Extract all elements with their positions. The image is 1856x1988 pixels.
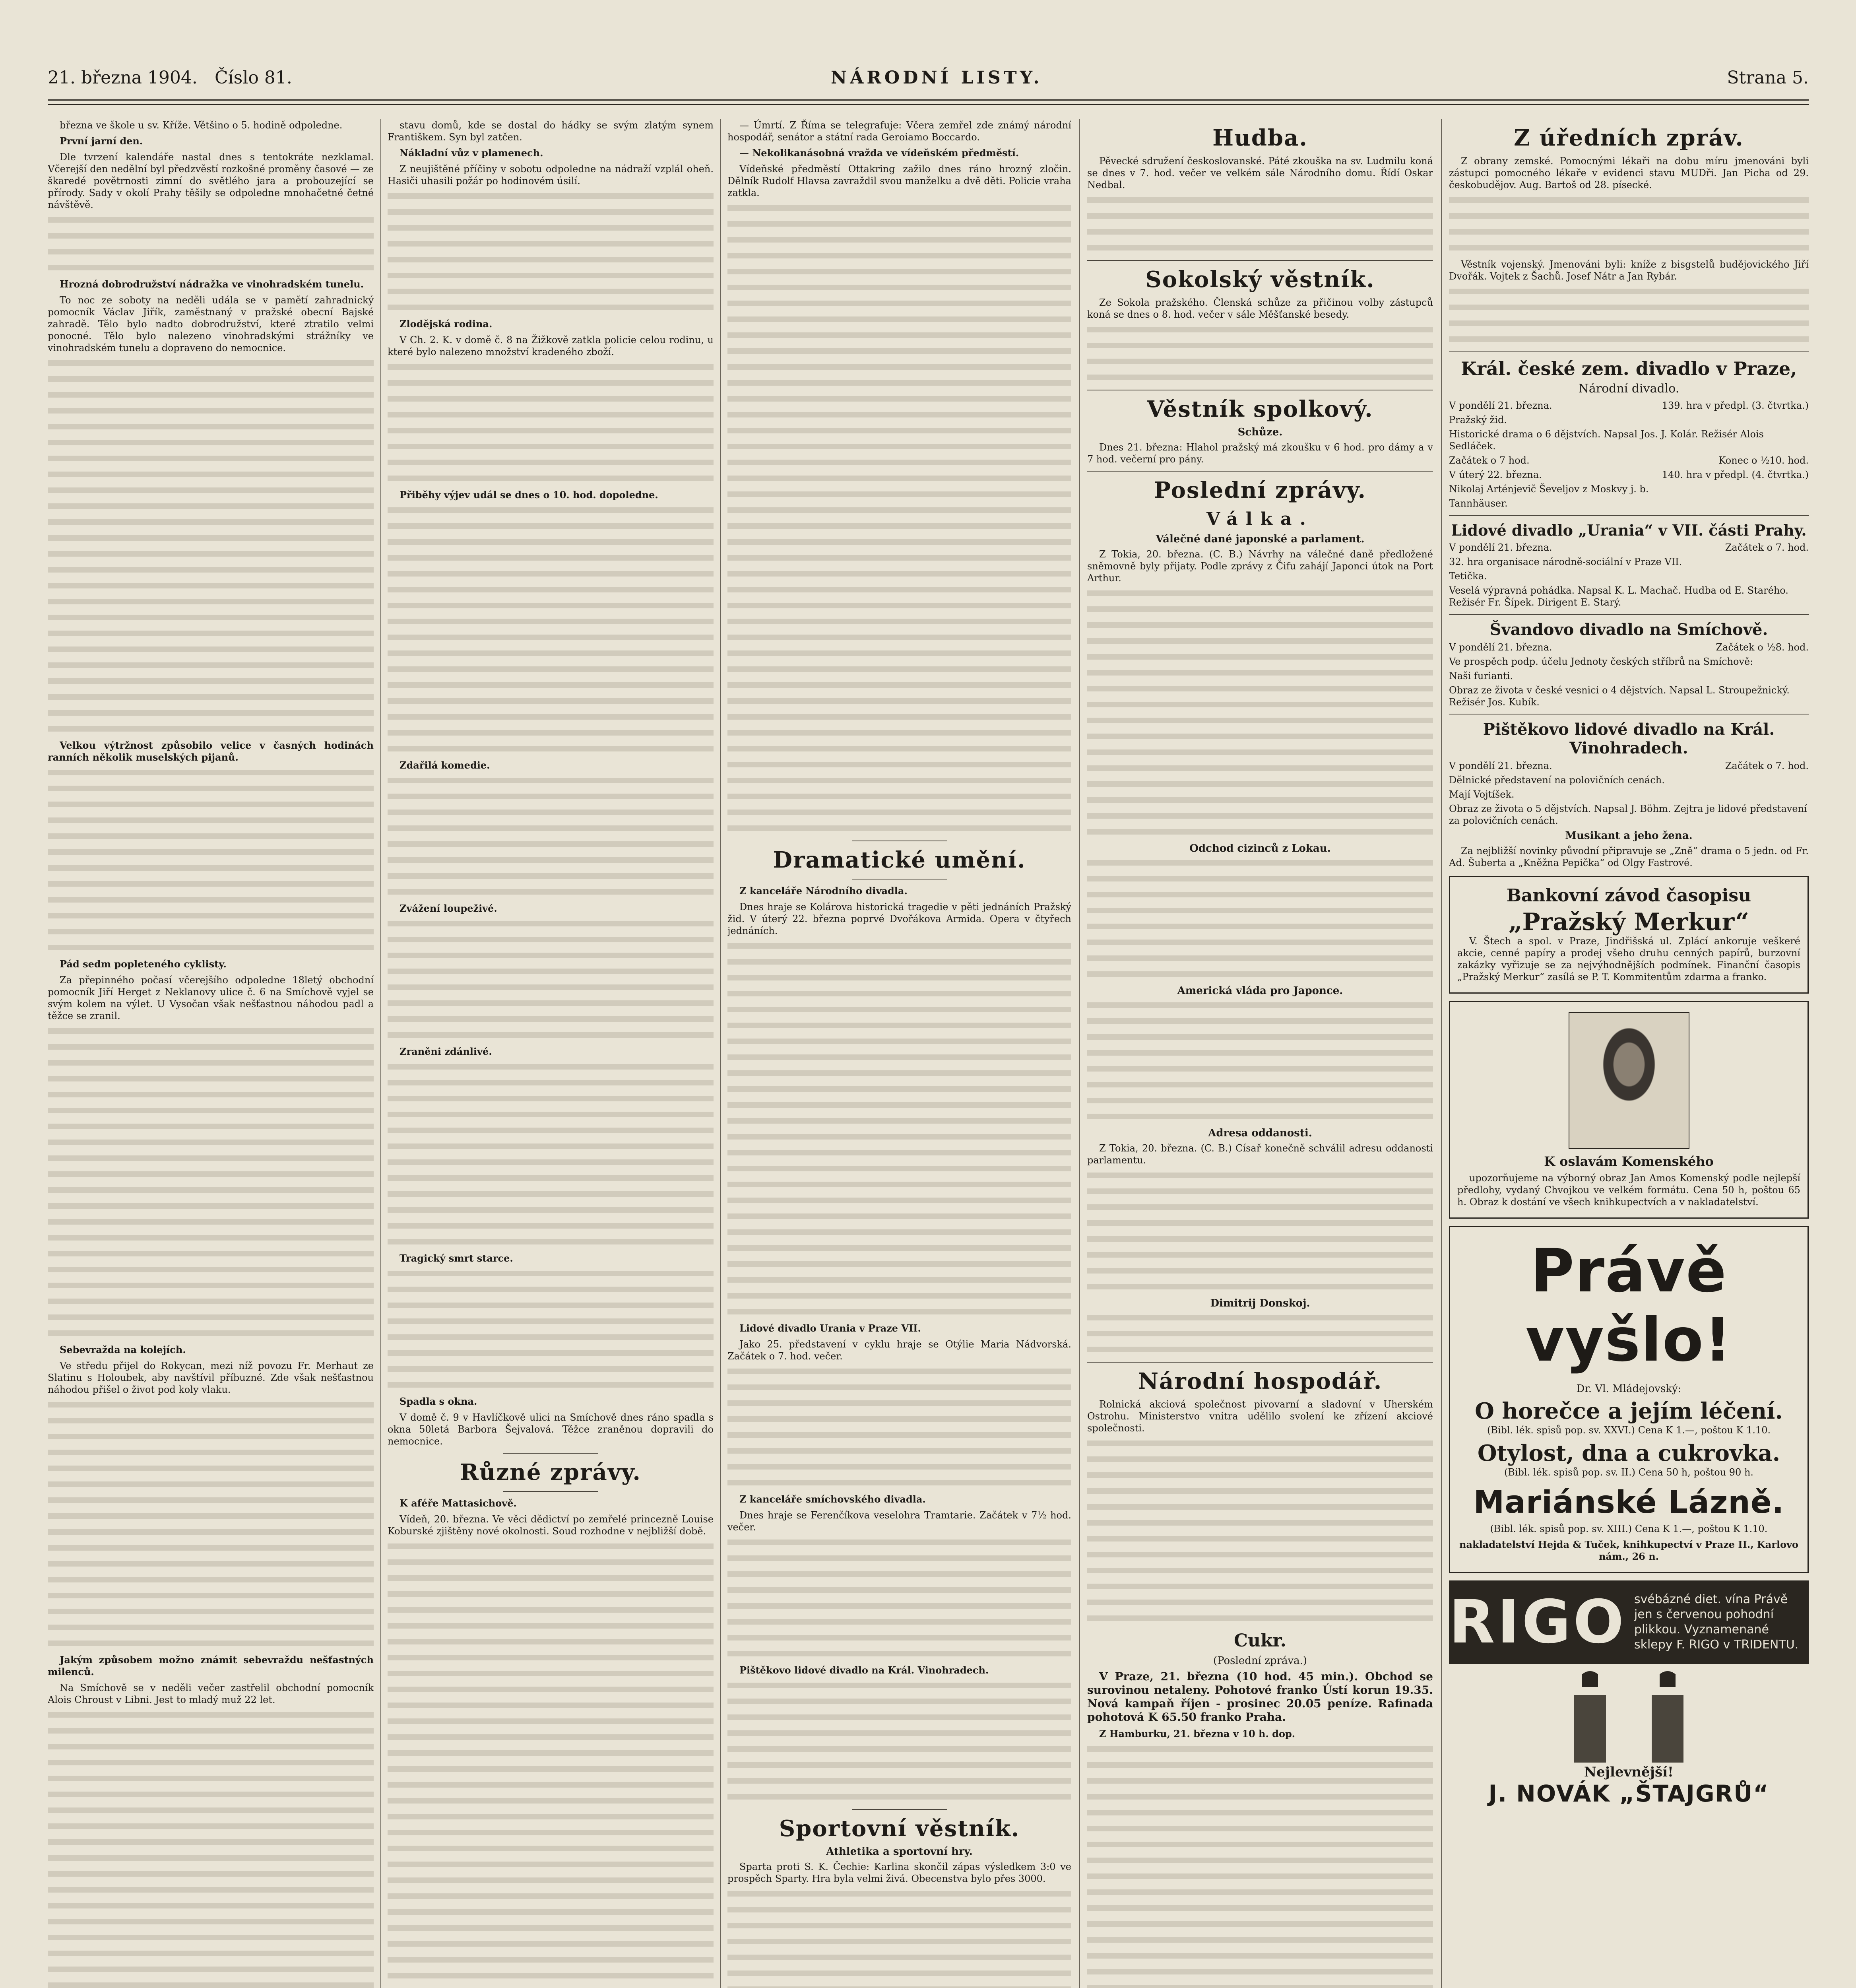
book-details: (Bibl. lék. spisů pop. sv. II.) Cena 50 h, poštou 90 h.: [1504, 1467, 1754, 1478]
article-heading: Jakým způsobem možno známit sebevraždu nešťastných milenců.: [48, 1654, 374, 1677]
article-text: Na Smíchově se v neděli večer zastřelil obchodní pomocník Alois Chroust v Libni. Jest to mladý muž 22 let.: [48, 1682, 374, 1705]
article-text: V domě č. 9 v Havlíčkově ulici na Smíchově dnes ráno spadla s okna 50letá Barbora Šejvalová. Těžce zraněnou dopravili do nemocnice.: [388, 1412, 714, 1447]
article-heading: — Nekolikanásobná vražda ve vídeňském předměstí.: [739, 147, 1019, 159]
article-heading: První jarní den.: [60, 135, 143, 147]
article-text: Z neujištěné příčiny v sobotu odpoledne na nádraží vzplál oheň. Hasiči uhasili požár po hodinovém úsilí.: [388, 163, 714, 186]
programme-line: [1449, 803, 1809, 827]
article-text: V Praze, 21. března (10 hod. 45 min.). Obchod se surovinou netaleny. Pohotové franko Ústí korun 19.35. Nová kampaň říjen - prosinec 20.05 peníze. Rafinada pohotová K 65.50 franko Praha.: [1087, 1670, 1433, 1724]
programme-line-left: Obraz ze života v české vesnici o 4 dějstvích. Napsal L. Stroupežnický. Režisér Jos. Kubík.: [1449, 685, 1790, 708]
figure-illustration: [1568, 1671, 1612, 1763]
programme-line-right: Konec o ½10. hod.: [1718, 455, 1809, 466]
programme-line: [1449, 788, 1809, 800]
section-heading-cukr: Cukr.: [1234, 1631, 1286, 1651]
programme-line-right: Začátek o 7. hod.: [1725, 542, 1809, 553]
article-text: To noc ze soboty na neděli udála se v pamětí zahradnický pomocník Václav Jiřík, zaměstnaný v pražské obecní Bajské zahradě. Tělo bylo nadto dobrodružství, které ztratilo velmi ponocné. Tělo bylo nalezeno vinohradskými strážníky ve vinohradském tunelu a dopraveno do nemocnice.: [48, 295, 374, 353]
section-rule: [1087, 1362, 1433, 1363]
bank-advert: [1449, 876, 1809, 994]
programme-line-left: Začátek o 7 hod.: [1449, 455, 1530, 466]
article-heading: Přiběhy výjev udál se dnes o 10. hod. dopoledne.: [400, 489, 658, 501]
programme-line: [1449, 656, 1809, 668]
article-heading: Zlodějská rodina.: [400, 318, 493, 330]
article-heading: Pád sedm popleteného cyklisty.: [60, 958, 227, 970]
programme-line: [1449, 454, 1809, 466]
komensky-portrait-image: [1569, 1012, 1689, 1149]
article-heading: Nákladní vůz v plamenech.: [400, 147, 543, 159]
subsection-heading: Adresa oddanosti.: [1208, 1127, 1312, 1139]
book-title: O horečce a jejím léčení.: [1475, 1398, 1783, 1424]
column-1: [48, 119, 374, 1988]
article-text: Dnes hraje se Ferenčíkova veselohra Tramtarie. Začátek v 7½ hod. večer.: [727, 1510, 1071, 1533]
programme-line: [1449, 584, 1809, 608]
bank-title: Bankovní závod časopisu: [1506, 885, 1751, 906]
subsection-heading: Athletika a sportovní hry.: [826, 1846, 973, 1858]
bank-text: V. Štech a spol. v Praze, Jindřišská ul. Zplácí ankoruje veškeré akcie, cenné papíry a prodej všeho druhu cenných papírů, burzovní zakázky vyřizuje se za nejvýhodnějších podmínek. Finanční časopis „Pražský Merkur“ zasílá se P. T. Kommitentům zdarma a franko.: [1457, 936, 1800, 982]
article-text: Rolnická akciová společnost pivovarní a sladovní v Uherském Ostrohu. Ministerstvo vnitra udělilo svolení ke zřízení akciové společnosti.: [1087, 1399, 1433, 1434]
komensky-advert: [1449, 1001, 1809, 1219]
article-heading: Zraněni zdánlivé.: [400, 1046, 492, 1057]
issue-number: Číslo 81.: [215, 68, 292, 88]
theatre-programme: [1449, 400, 1809, 509]
programme-line-right: Začátek o ½8. hod.: [1716, 642, 1809, 653]
article-heading: Tragický smrt starce.: [400, 1252, 513, 1264]
article-text: Za nejbližší novinky původní připravuje se „Zně“ drama o 5 jedn. od Fr. Ad. Šuberta a „Kněžna Pepička“ od Olgy Fastrové.: [1449, 845, 1809, 868]
theatre-programme: [1449, 760, 1809, 827]
article-text: V Ch. 2. K. v domě č. 8 na Žižkově zatkla policie celou rodinu, u které bylo nalezeno množství kradeného zboží.: [388, 334, 714, 357]
theatre-heading-pistek: Pištěkovo lidové divadlo na Král. Vinohradech.: [1483, 720, 1775, 757]
section-rule: [852, 1809, 947, 1810]
section-heading-sokol: Sokolský věstník.: [1145, 266, 1375, 293]
publisher: nakladatelství Hejda & Tuček, knihkupectví v Praze II., Karlovo nám., 26 n.: [1459, 1539, 1799, 1562]
play-title: Musikant a jeho žena.: [1565, 830, 1693, 842]
theatre-heading-urania: Lidové divadlo „Urania“ v VII. části Prahy.: [1451, 521, 1807, 539]
article-text: Věstník vojenský. Jmenováni byli: kníže z bisgstelů budějovického Jiří Dvořák. Vojtek z Šachů. Josef Nátr a Jan Rybár.: [1449, 259, 1809, 282]
issue-date: 21. března 1904.: [48, 68, 198, 88]
rigo-text: svébázné diet. vína Právě jen s červenou pohodní plikkou. Vyznamenané sklepy F. RIGO v TRIDENTU.: [1634, 1592, 1799, 1652]
programme-line-left: Dělnické představení na polovičních cenách.: [1449, 775, 1665, 786]
article-heading: Z Hamburku, 21. března v 10 h. dop.: [1099, 1728, 1296, 1740]
novak-tagline: Nejlevnější!: [1584, 1764, 1674, 1780]
advert-headline: Právě vyšlo!: [1525, 1237, 1732, 1375]
article-heading: Hrozná dobrodružství nádražka ve vinohradském tunelu.: [60, 278, 364, 290]
column-3: [727, 119, 1071, 1988]
programme-line: [1449, 400, 1809, 412]
theatre-heading-svanda: Švandovo divadlo na Smíchově.: [1489, 620, 1768, 639]
section-heading-ruzne: Různé zprávy.: [460, 1459, 641, 1485]
subsection-heading: Odchod cizinců z Lokau.: [1189, 843, 1331, 854]
programme-line: [1449, 428, 1809, 452]
programme-line: [1449, 497, 1809, 509]
programme-line-left: Tetička.: [1449, 571, 1487, 582]
subsection-heading: (Poslední zpráva.): [1213, 1655, 1307, 1667]
programme-line-left: Pražský žid.: [1449, 414, 1507, 425]
article-heading: Zvážení loupeživé.: [400, 903, 497, 914]
programme-line-left: Nikolaj Arténjevič Ševeljov z Moskvy j. b.: [1449, 483, 1649, 495]
article-heading: Z kanceláře smíchovského divadla.: [739, 1493, 926, 1505]
column-divider: [1441, 119, 1442, 1988]
theatre-subheading: Národní divadlo.: [1578, 382, 1680, 396]
programme-line-right: Začátek o 7. hod.: [1725, 760, 1809, 771]
novak-advert: [1449, 1671, 1809, 1807]
programme-line-left: 32. hra organisace národně-sociální v Praze VII.: [1449, 556, 1682, 567]
section-heading-urad: Z úředních zpráv.: [1514, 125, 1744, 151]
programme-line-left: V pondělí 21. března.: [1449, 400, 1552, 411]
section-heading-dramat: Dramatické umění.: [773, 847, 1026, 873]
programme-line: [1449, 684, 1809, 708]
article-heading: Lidové divadlo Urania v Praze VII.: [739, 1322, 921, 1334]
section-rule: [1087, 260, 1433, 261]
section-rule: [1449, 351, 1809, 352]
programme-line: [1449, 483, 1809, 495]
programme-line: [1449, 774, 1809, 786]
section-heading-hudba: Hudba.: [1212, 125, 1308, 151]
theatre-programme: [1449, 641, 1809, 708]
programme-line: [1449, 760, 1809, 772]
page-number: Strana 5.: [1727, 68, 1809, 88]
programme-line-left: Mají Vojtíšek.: [1449, 789, 1515, 800]
programme-line-left: Veselá výpravná pohádka. Napsal K. L. Machač. Hudba od E. Starého. Režisér Fr. Šípek. Dirigent E. Starý.: [1449, 585, 1788, 608]
article-heading: Spadla s okna.: [400, 1396, 477, 1407]
programme-line-left: Tannhäuser.: [1449, 498, 1508, 509]
article-text: Vídeň, 20. března. Ve věci dědictví po zemřelé princezně Louise Koburské zjištěny nové okolnosti. Soud rozhodne v nejbližší době.: [388, 1514, 714, 1537]
article-text: stavu domů, kde se dostal do hádky se svým zlatým synem Františkem. Syn byl zatčen.: [388, 120, 714, 143]
masthead: [48, 68, 1809, 95]
article-heading: Velkou výtržnost způsobilo velice v časných hodinách ranních několik muselských pijanů.: [48, 740, 374, 763]
advert-title: K oslavám Komenského: [1544, 1154, 1714, 1169]
subsection-heading: Válečné dané japonské a parlament.: [1156, 533, 1365, 545]
subsection-heading: Dimitrij Donskoj.: [1210, 1297, 1310, 1309]
book-author: Dr. Vl. Mládejovský:: [1576, 1383, 1681, 1395]
article-text: Za přepinného počasí včerejšího odpoledne 18letý obchodní pomocník Jiří Herget z Neklanovy ulice č. 6 na Smíchově vyjel se svým kolem na výlet. U Vysočan však nešťastnou náhodou padl a těžce se zranil.: [48, 975, 374, 1021]
column-2: [388, 119, 714, 1988]
section-rule: [1449, 614, 1809, 615]
programme-line: [1449, 570, 1809, 582]
newspaper-title: NÁRODNÍ LISTY.: [831, 68, 1043, 88]
programme-line: [1449, 469, 1809, 481]
programme-line-left: Ve prospěch podp. účelu Jednoty českých stříbrů na Smíchově:: [1449, 656, 1753, 667]
rigo-wine-advert: [1449, 1580, 1809, 1664]
article-heading: Pištěkovo lidové divadlo na Král. Vinohradech.: [739, 1664, 989, 1676]
article-text: Z obrany zemské. Pomocnými lékaři na dobu míru jmenováni byli zástupci pomocného lékaře v evidenci stavu MUDři. Jan Picha od 29. českobudějov. Aug. Bartoš od 28. písecké.: [1449, 155, 1809, 190]
column-divider: [720, 119, 721, 1988]
programme-line-left: Obraz ze života o 5 dějstvích. Napsal J. Böhm. Zejtra je lidové představení za polovičních cenách.: [1449, 803, 1807, 826]
section-rule: [503, 1491, 598, 1492]
figure-illustration: [1646, 1671, 1689, 1763]
article-text: Dnes hraje se Kolárova historická tragedie v pěti jednáních Pražský žid. V úterý 22. března poprvé Dvořákova Armida. Opera v čtyřech jednáních.: [727, 901, 1071, 936]
book-details: (Bibl. lék. spisů pop. sv. XIII.) Cena K 1.—, poštou K 1.10.: [1490, 1523, 1768, 1534]
column-4: [1087, 119, 1433, 1988]
bank-title-name: „Pražský Merkur“: [1508, 908, 1749, 936]
programme-line-left: V pondělí 21. března.: [1449, 760, 1552, 771]
section-rule: [1087, 471, 1433, 472]
column-divider: [1079, 119, 1080, 1988]
article-text: března ve škole u sv. Kříže. Většino o 5. hodině odpoledne.: [60, 120, 343, 131]
programme-line-right: 140. hra v předpl. (4. čtvrtka.): [1662, 469, 1809, 480]
article-text: Pěvecké sdružení českoslovanské. Páté zkouška na sv. Ludmilu koná se dnes v 7. hod. večer ve velkém sále Národního domu. Řídí Oskar Nedbal.: [1087, 155, 1433, 190]
article-heading: Sebevražda na kolejích.: [60, 1344, 186, 1355]
programme-line-left: V úterý 22. března.: [1449, 469, 1542, 480]
programme-line: [1449, 670, 1809, 682]
subsection-heading: Schůze.: [1237, 426, 1283, 438]
theatre-heading-national: Král. české zem. divadlo v Praze,: [1460, 358, 1797, 379]
article-text: Ve středu přijel do Rokycan, mezi níž povozu Fr. Merhaut ze Slatinu s Holoubek, aby navštívil příbuzné. Zde však nešťastnou náhodou přišel o život pod koly vlaku.: [48, 1360, 374, 1395]
programme-line: [1449, 542, 1809, 553]
programme-line: [1449, 414, 1809, 426]
programme-line-right: 139. hra v předpl. (3. čtvrtka.): [1662, 400, 1809, 411]
article-heading: Z kanceláře Národního divadla.: [739, 885, 908, 897]
rigo-logo: RIGO: [1449, 1588, 1626, 1657]
section-rule: [503, 1453, 598, 1454]
article-text: Dle tvrzení kalendáře nastal dnes s tentokráte nezklamal. Včerejší den nedělní byl předzvěstí rozkošné proměny časové — ze škaredé povětrnosti zimní do světlého jara a probouzející se přírody. Sady v okolí Prahy těšily se odpoledne mnohačetné četné návštěvě.: [48, 151, 374, 210]
programme-line-left: Historické drama o 6 dějstvích. Napsal Jos. J. Kolár. Režisér Alois Sedláček.: [1449, 429, 1764, 452]
book-title: Otylost, dna a cukrovka.: [1477, 1440, 1780, 1466]
article-text: Vídeňské předměstí Ottakring zažilo dnes ráno hrozný zločin. Dělník Rudolf Hlavsa zavraždil svou manželku a dvě děti. Policie vraha zatkla.: [727, 163, 1071, 198]
section-heading-spolk: Věstník spolkový.: [1147, 396, 1373, 422]
programme-line-left: Naši furianti.: [1449, 670, 1513, 681]
article-heading: Zdařilá komedie.: [400, 759, 490, 771]
column-5: [1449, 119, 1809, 1988]
article-text: Ze Sokola pražského. Členská schůze za přičinou volby zástupců koná se dnes o 8. hod. večer v sále Měšťanské besedy.: [1087, 297, 1433, 320]
subsection-heading: Americká vláda pro Japonce.: [1177, 985, 1343, 997]
programme-line-left: V pondělí 21. března.: [1449, 542, 1552, 553]
article-text: Z Tokia, 20. března. (C. B.) Císař konečně schválil adresu oddanosti parlamentu.: [1087, 1143, 1433, 1166]
article-text: Jako 25. představení v cyklu hraje se Otýlie Maria Nádvorská. Začátek o 7. hod. večer.: [727, 1339, 1071, 1362]
book-title: Mariánské Lázně.: [1473, 1485, 1784, 1520]
programme-line: [1449, 641, 1809, 653]
article-heading: K aféře Mattasichově.: [400, 1497, 517, 1509]
book-details: (Bibl. lék. spisů pop. sv. XXVI.) Cena K 1.—, poštou K 1.10.: [1487, 1425, 1771, 1436]
section-heading-posledni: Poslední zprávy.: [1154, 477, 1366, 503]
advert-text: upozorňujeme na výborný obraz Jan Amos Komenský podle nejlepší předlohy, vydaný Chvojkou ve velkém formátu. Cena 50 h, poštou 65 h. Obraz k dostání ve všech knihkupectvích a v nakladatelství.: [1457, 1173, 1800, 1208]
theatre-programme: [1449, 542, 1809, 608]
programme-line: [1449, 556, 1809, 568]
books-advert: [1449, 1226, 1809, 1573]
column-divider: [380, 119, 381, 1988]
section-heading-sport: Sportovní věstník.: [779, 1815, 1020, 1842]
programme-line-left: V pondělí 21. března.: [1449, 642, 1552, 653]
article-text: Z Tokia, 20. března. (C. B.) Návrhy na válečné daně předložené sněmovně byly přijaty. Podle zprávy z Čifu zahájí Japonci útok na Port Arthur.: [1087, 549, 1433, 584]
section-heading-hosp: Národní hospodář.: [1138, 1368, 1383, 1394]
novak-name: J. NOVÁK „ŠTAJGRŮ“: [1488, 1780, 1769, 1807]
section-rule: [1449, 515, 1809, 516]
article-text: Dnes 21. března: Hlahol pražský má zkoušku v 6 hod. pro dámy a v 7 hod. večerní pro pány.: [1087, 442, 1433, 465]
article-text: — Úmrtí. Z Říma se telegrafuje: Včera zemřel zde známý národní hospodář, senátor a státní rada Geroiamo Boccardo.: [727, 120, 1071, 143]
section-heading-valka: Válka.: [1206, 509, 1314, 529]
masthead-rule-thin: [48, 104, 1809, 105]
masthead-rule: [48, 99, 1809, 101]
article-text: Sparta proti S. K. Čechie: Karlina skončil zápas výsledkem 3:0 ve prospěch Sparty. Hra byla velmi živá. Obecenstva bylo přes 3000.: [727, 1861, 1071, 1884]
